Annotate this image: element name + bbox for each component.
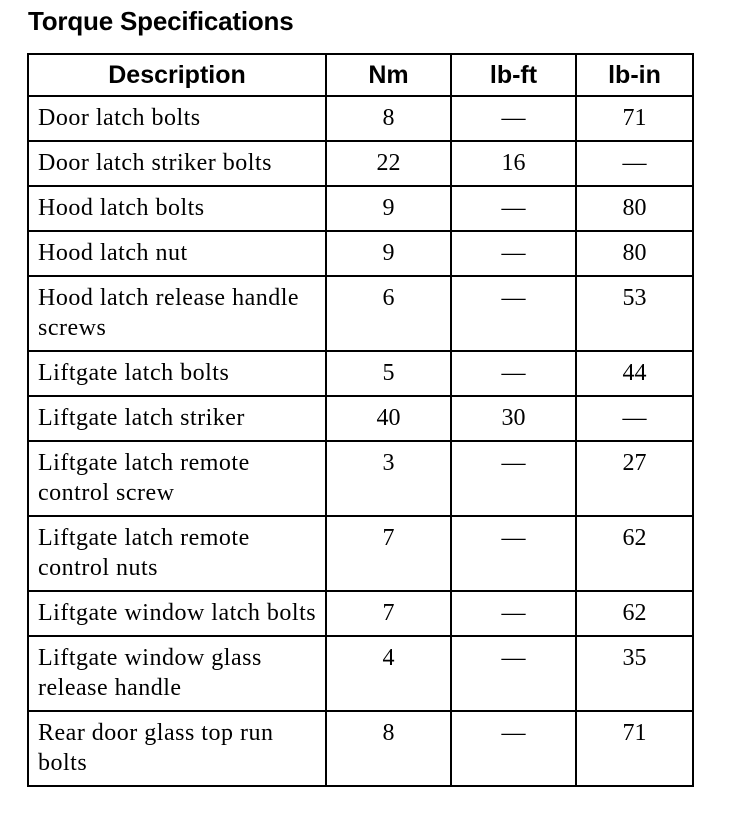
cell-description: Hood latch nut (28, 231, 326, 276)
cell-lb-in: 62 (576, 516, 693, 591)
cell-nm: 9 (326, 186, 451, 231)
cell-nm: 9 (326, 231, 451, 276)
column-header-lb-in: lb-in (576, 54, 693, 96)
cell-nm: 5 (326, 351, 451, 396)
cell-nm: 22 (326, 141, 451, 186)
cell-lb-ft: — (451, 231, 576, 276)
cell-description: Door latch bolts (28, 96, 326, 141)
cell-description: Hood latch bolts (28, 186, 326, 231)
cell-lb-ft: 16 (451, 141, 576, 186)
table-row (28, 516, 693, 591)
cell-description: Liftgate latch remote control screw (28, 441, 326, 516)
cell-lb-in: 27 (576, 441, 693, 516)
cell-lb-in: 44 (576, 351, 693, 396)
cell-description: Liftgate latch remote control nuts (28, 516, 326, 591)
cell-lb-ft: — (451, 636, 576, 711)
table-row (28, 396, 693, 441)
cell-lb-ft: — (451, 96, 576, 141)
cell-description: Liftgate latch bolts (28, 351, 326, 396)
cell-description: Liftgate window latch bolts (28, 591, 326, 636)
table-header-row (28, 54, 693, 96)
cell-nm: 7 (326, 591, 451, 636)
table-row (28, 231, 693, 276)
column-header-nm: Nm (326, 54, 451, 96)
cell-lb-in: 35 (576, 636, 693, 711)
table-row (28, 636, 693, 711)
table-row (28, 186, 693, 231)
cell-lb-in: 71 (576, 711, 693, 786)
cell-description: Rear door glass top run bolts (28, 711, 326, 786)
cell-lb-ft: — (451, 186, 576, 231)
cell-lb-in: 71 (576, 96, 693, 141)
cell-description: Door latch striker bolts (28, 141, 326, 186)
table-row (28, 276, 693, 351)
cell-lb-in: — (576, 396, 693, 441)
table-row (28, 351, 693, 396)
cell-nm: 40 (326, 396, 451, 441)
cell-lb-in: 53 (576, 276, 693, 351)
cell-description: Liftgate window glass release handle (28, 636, 326, 711)
torque-spec-table (27, 53, 694, 787)
table-row (28, 96, 693, 141)
cell-lb-ft: — (451, 711, 576, 786)
cell-lb-in: 80 (576, 186, 693, 231)
cell-nm: 4 (326, 636, 451, 711)
cell-nm: 6 (326, 276, 451, 351)
table-row (28, 591, 693, 636)
table-row (28, 441, 693, 516)
cell-description: Liftgate latch striker (28, 396, 326, 441)
column-header-description: Description (28, 54, 326, 96)
cell-lb-ft: — (451, 441, 576, 516)
cell-nm: 7 (326, 516, 451, 591)
table-row (28, 141, 693, 186)
cell-lb-ft: 30 (451, 396, 576, 441)
cell-nm: 8 (326, 711, 451, 786)
column-header-lb-ft: lb-ft (451, 54, 576, 96)
cell-lb-in: — (576, 141, 693, 186)
cell-description: Hood latch release handle screws (28, 276, 326, 351)
table-row (28, 711, 693, 786)
cell-lb-ft: — (451, 516, 576, 591)
cell-lb-ft: — (451, 591, 576, 636)
cell-nm: 3 (326, 441, 451, 516)
cell-lb-ft: — (451, 351, 576, 396)
cell-nm: 8 (326, 96, 451, 141)
cell-lb-in: 80 (576, 231, 693, 276)
cell-lb-in: 62 (576, 591, 693, 636)
cell-lb-ft: — (451, 276, 576, 351)
page-title: Torque Specifications (28, 6, 294, 36)
